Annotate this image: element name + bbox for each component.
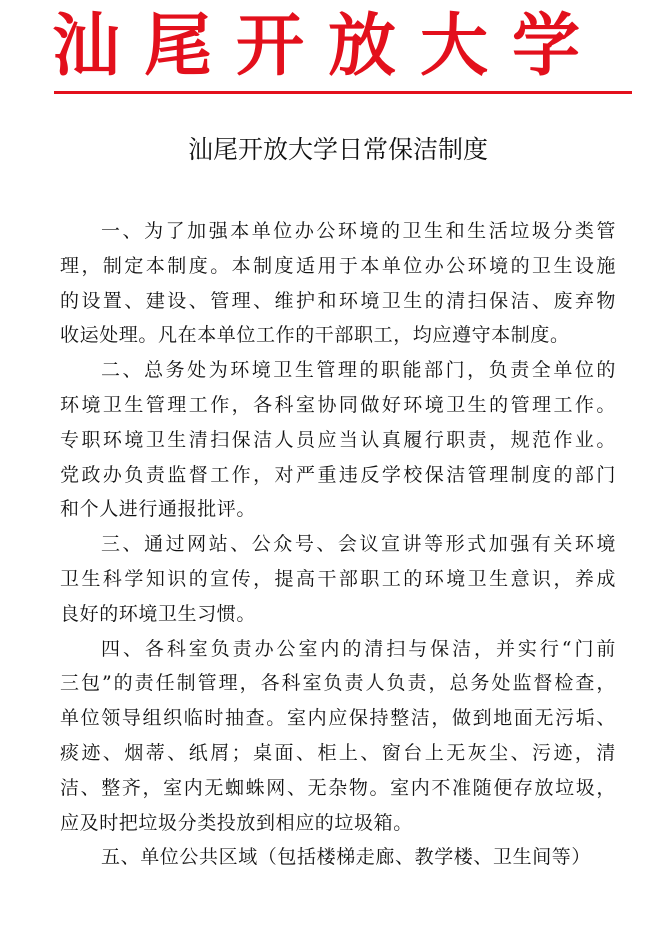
paragraph-2-line-3: 专职环境卫生清扫保洁人员应当认真履行职责，规范作业。 [60,428,616,451]
paragraph-2-line-5: 和个人进行通报批评。 [60,498,257,521]
paragraph-3-line-1: 三、通过网站、公众号、会议宣讲等形式加强有关环境 [101,533,616,556]
paragraph-4-line-6: 应及时把垃圾分类投放到相应的垃圾箱。 [60,811,413,834]
paragraph-4-line-3: 单位领导组织临时抽查。室内应保持整洁，做到地面无污垢、 [60,707,616,730]
paragraph-4-line-5: 洁、整齐，室内无蜘蛛网、无杂物。室内不准随便存放垃圾， [60,776,616,799]
paragraph-1-line-1: 一、为了加强本单位办公环境的卫生和生活垃圾分类管 [101,220,616,242]
paragraph-3-line-3: 良好的环境卫生习惯。 [60,602,257,625]
paragraph-1-line-3: 的设置、建设、管理、维护和环境卫生的清扫保洁、废弃物 [60,289,616,312]
paragraph-2-line-2: 环境卫生管理工作，各科室协同做好环境卫生的管理工作。 [60,393,616,416]
paragraph-3-line-2: 卫生科学知识的宣传，提高干部职工的环境卫生意识，养成 [60,567,616,590]
paragraph-4-line-2: 三包”的责任制管理，各科室负责人负责，总务处监督检查， [60,672,616,695]
paragraph-2-line-1: 二、总务处为环境卫生管理的职能部门，负责全单位的 [101,359,616,382]
paragraph-4-line-4: 痰迹、烟蒂、纸屑；桌面、柜上、窗台上无灰尘、污迹，清 [60,741,616,764]
paragraph-2-line-4: 党政办负责监督工作，对严重违反学校保洁管理制度的部门 [60,463,616,486]
document-title: 汕尾开放大学日常保洁制度 [187,135,488,164]
masthead-title: 汕尾开放大学 [51,6,604,86]
document-body [60,214,616,875]
paragraph-1-line-4: 收运处理。凡在本单位工作的干部职工，均应遵守本制度。 [60,324,570,347]
paragraph-4-line-1: 四、各科室负责办公室内的清扫与保洁，并实行“门前 [101,637,616,660]
paragraph-1-line-2: 理，制定本制度。本制度适用于本单位办公环境的卫生设施 [60,254,616,277]
masthead-divider [54,91,632,94]
paragraph-5-line-1: 五、单位公共区域（包括楼梯走廊、教学楼、卫生间等） [101,846,592,869]
